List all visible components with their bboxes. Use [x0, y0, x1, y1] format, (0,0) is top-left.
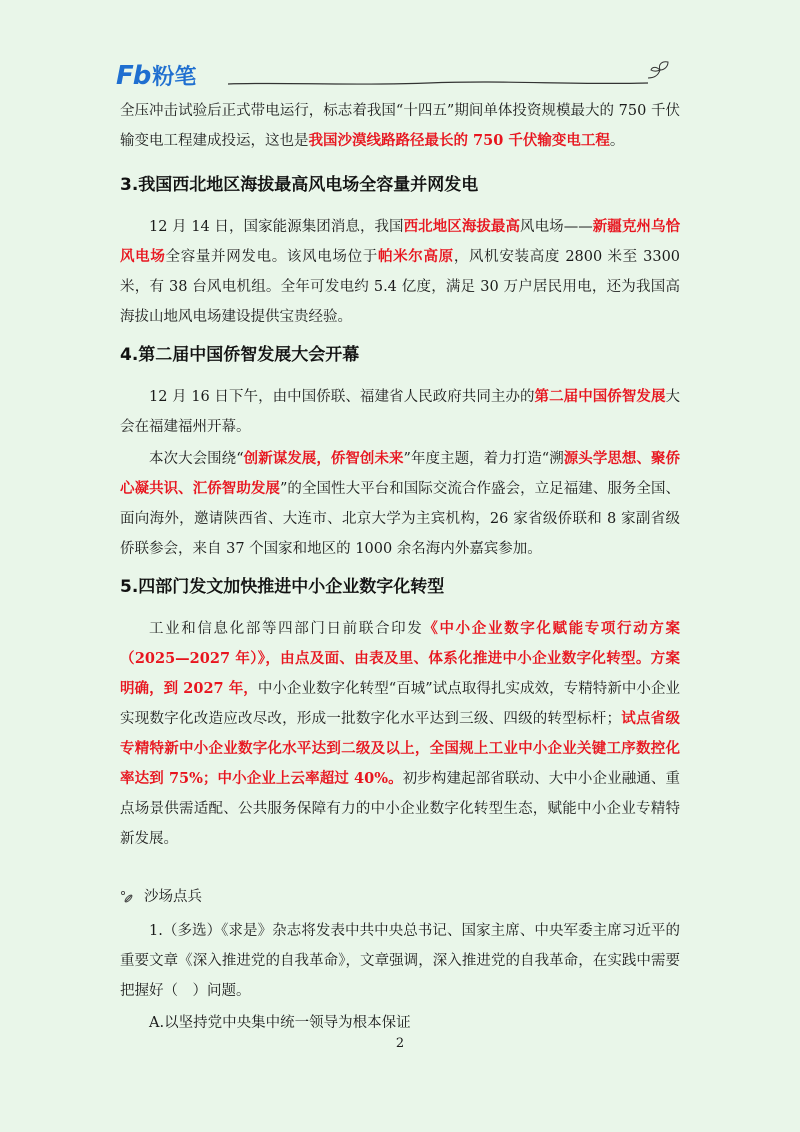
document-body	[120, 96, 680, 1038]
body-text: 大会在福建福州开幕。	[120, 389, 681, 435]
paragraph	[120, 614, 680, 854]
paragraph	[120, 444, 680, 564]
body-text: 。	[609, 133, 625, 149]
page-number: 2	[395, 1036, 405, 1051]
paragraph	[120, 916, 680, 1006]
body-text: A.以坚持党中央集中统一领导为根本保证	[149, 1015, 411, 1031]
highlight-text: 试点省级专精特新中小企业数字化水平达到二级及以上，全国规上工业中小企业关键工序数控化率达到 75%；中小企业上云率超过 40%。	[120, 710, 681, 787]
section-heading: 3.我国西北地区海拔最高风电场全容量并网发电	[120, 175, 479, 195]
logo-fb-mark: Fb	[116, 60, 151, 91]
body-text: 全压冲击试验后正式带电运行，标志着我国“十四五”期间单体投资规模最大的 750 千伏输变电工程建成投运，这也是	[120, 103, 680, 149]
exercise-section-title	[120, 882, 680, 912]
highlight-text: 新疆克州乌恰风电场	[120, 218, 681, 265]
paragraph	[120, 96, 680, 156]
paragraph	[120, 1008, 680, 1038]
highlight-text: 《中小企业数字化赋能专项行动方案（2025—2027 年）》，由点及面、由表及里、体系化推进中小企业数字化转型。方案明确，到 2027 年，	[120, 620, 680, 697]
pencil-icon	[120, 890, 134, 904]
body-text: 全容量并网发电。该风电场位于	[165, 249, 378, 265]
paragraph	[120, 382, 680, 442]
body-text: 工业和信息化部等四部门日前联合印发	[149, 621, 424, 637]
fenbi-logo	[116, 60, 196, 91]
highlight-text: 第二届中国侨智发展	[534, 388, 666, 405]
page-header	[116, 58, 676, 94]
section-heading: 5.四部门发文加快推进中小企业数字化转型	[120, 577, 445, 597]
logo-text: 粉笔	[152, 65, 197, 90]
body-text: 本次大会围绕“	[149, 451, 244, 467]
paragraph	[120, 212, 680, 332]
highlight-text: 西北地区海拔最高	[403, 218, 521, 235]
body-text: ”年度主题，着力打造“溯	[403, 451, 564, 467]
highlight-text: 源头学思想、聚侨心凝共识、汇侨智助发展	[120, 450, 681, 497]
body-text: 12 月 14 日，国家能源集团消息，我国	[149, 219, 404, 235]
highlight-text: 创新谋发展，侨智创未来	[243, 450, 404, 467]
body-text: 风电场——	[520, 219, 593, 235]
sprout-icon	[644, 58, 674, 84]
section-heading: 4.第二届中国侨智发展大会开幕	[120, 345, 360, 365]
body-text: ”的全国性大平台和国际交流合作盛会，立足福建、服务全国、面向海外，邀请陕西省、大连市、北京大学为主宾机构，26 家省级侨联和 8 家副省级侨联参会，来自 37 个国家和地区的 1000 余名海内外嘉宾参加。	[120, 481, 681, 557]
body-text: 中小企业数字化转型“百城”试点取得扎实成效，专精特新中小企业实现数字化改造应改尽改，形成一批数字化水平达到三级、四级的转型标杆；	[120, 681, 680, 727]
highlight-text: 我国沙漠线路路径最长的 750 千伏输变电工程	[308, 132, 610, 149]
body-text: 初步构建起部省联动、大中小企业融通、重点场景供需适配、公共服务保障有力的中小企业数字化转型生态，赋能中小企业专精特新发展。	[120, 771, 680, 847]
highlight-text: 帕米尔高原	[377, 248, 454, 265]
body-text: 12 月 16 日下午，由中国侨联、福建省人民政府共同主办的	[149, 389, 535, 405]
exercise-section-label: 沙场点兵	[144, 889, 202, 905]
body-text: 1.（多选）《求是》杂志将发表中共中央总书记、国家主席、中央军委主席习近平的重要文章《深入推进党的自我革命》，文章强调，深入推进党的自我革命，在实践中需要把握好（ ）问题。	[120, 923, 680, 999]
body-text: ，风机安装高度 2800 米至 3300 米，有 38 台风电机组。全年可发电约 5.4 亿度，满足 30 万户居民用电，还为我国高海拔山地风电场建设提供宝贵经验。	[120, 249, 681, 325]
header-rule	[228, 74, 648, 90]
